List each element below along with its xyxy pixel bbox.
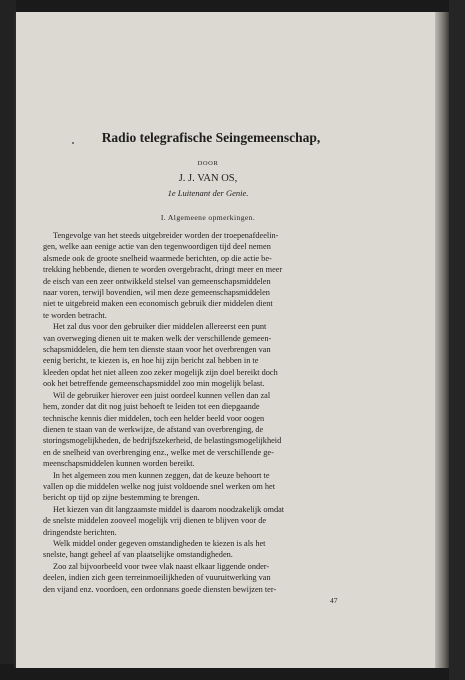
page-number: 47 [330, 596, 338, 605]
paragraph: In het algemeen zou men kunnen zeggen, dat de keuze behoort te vallen op die middelen welke nog juist voldoende snel werken om het bericht op tijd op zijne bestemming te brengen. [43, 470, 276, 503]
article-title: Radio telegrafische Seingemeenschap, [101, 130, 321, 145]
byline-door: DOOR [197, 160, 219, 167]
paragraph: Tengevolge van het steeds uitgebreider worden der troepenafdeelin- gen, welke aan eenige actie van den tegenwoordigen tijd deel nemen alsmede ook de groote snelheid waarmede berichten, op die actie be- trekking hebbende, dienen te worden overgebracht, dringt meer en meer de eisch van een zeer ontwikkeld stelsel van gemeenschapsmiddelen naar voren, terwijl bovendien, wil men deze gemeenschapsmiddelen niet te uitgebreid maken een economisch gebruik dier middelen dient te worden betracht. [43, 231, 283, 320]
section-heading: I. Algemeene opmerkingen. [160, 213, 256, 222]
scan-border-right [449, 0, 465, 680]
page-fold-shadow [435, 12, 449, 668]
author-name: J. J. VAN OS, [178, 173, 238, 184]
paragraph: Wil de gebruiker hierover een juist oordeel kunnen vellen dan zal hem, zonder dat dit nog juist behoeft te leiden tot een diepgaande technische kennis dier middelen, toch een helder beeld voor oogen dienen te staan van de werkwijze, de afstand van overbrenging, de storingsmogelijkheden, de bedrijfszekerheid, de belastingsmogelijkheid en de snelheid van overbrenging enz., welke met de verschillende ge- meenschapsmiddelen kunnen worden bereikt. [43, 390, 282, 469]
paragraph: Het zal dus voor den gebruiker dier middelen allereerst een punt van overweging dienen uit te maken welk der verschillende gemeen- schapsmiddelen, die hem ten dienste staan voor het overbrengen van eenig bericht, te kiezen is, en hoe hij zijn bericht zal hebben in te kleeden opdat het niet alleen zoo zeker mogelijk zijn doel bereikt doch ook het betreffende gemeenschapsmiddel zoo min mogelijk belast. [43, 322, 278, 389]
author-rank: 1e Luitenant der Genie. [167, 188, 249, 198]
paragraph: Welk middel onder gegeven omstandigheden te kiezen is als het snelste, hangt geheel af van plaatselijke omstandigheden. [43, 538, 266, 560]
paragraph: Zoo zal bijvoorbeeld voor twee vlak naast elkaar liggende onder- deelen, indien zich geen terreinmoeilijkheden of vuuruitwerking van den vijand enz. voordoen, een ordonnans goede diensten bewijzen ter- [43, 561, 277, 594]
paragraph: Het kiezen van dit langzaamste middel is daarom noodzakelijk omdat de snelste middelen zooveel mogelijk vrij dienen te blijven voor de dringendste berichten. [43, 504, 285, 537]
article-body [43, 130, 373, 595]
